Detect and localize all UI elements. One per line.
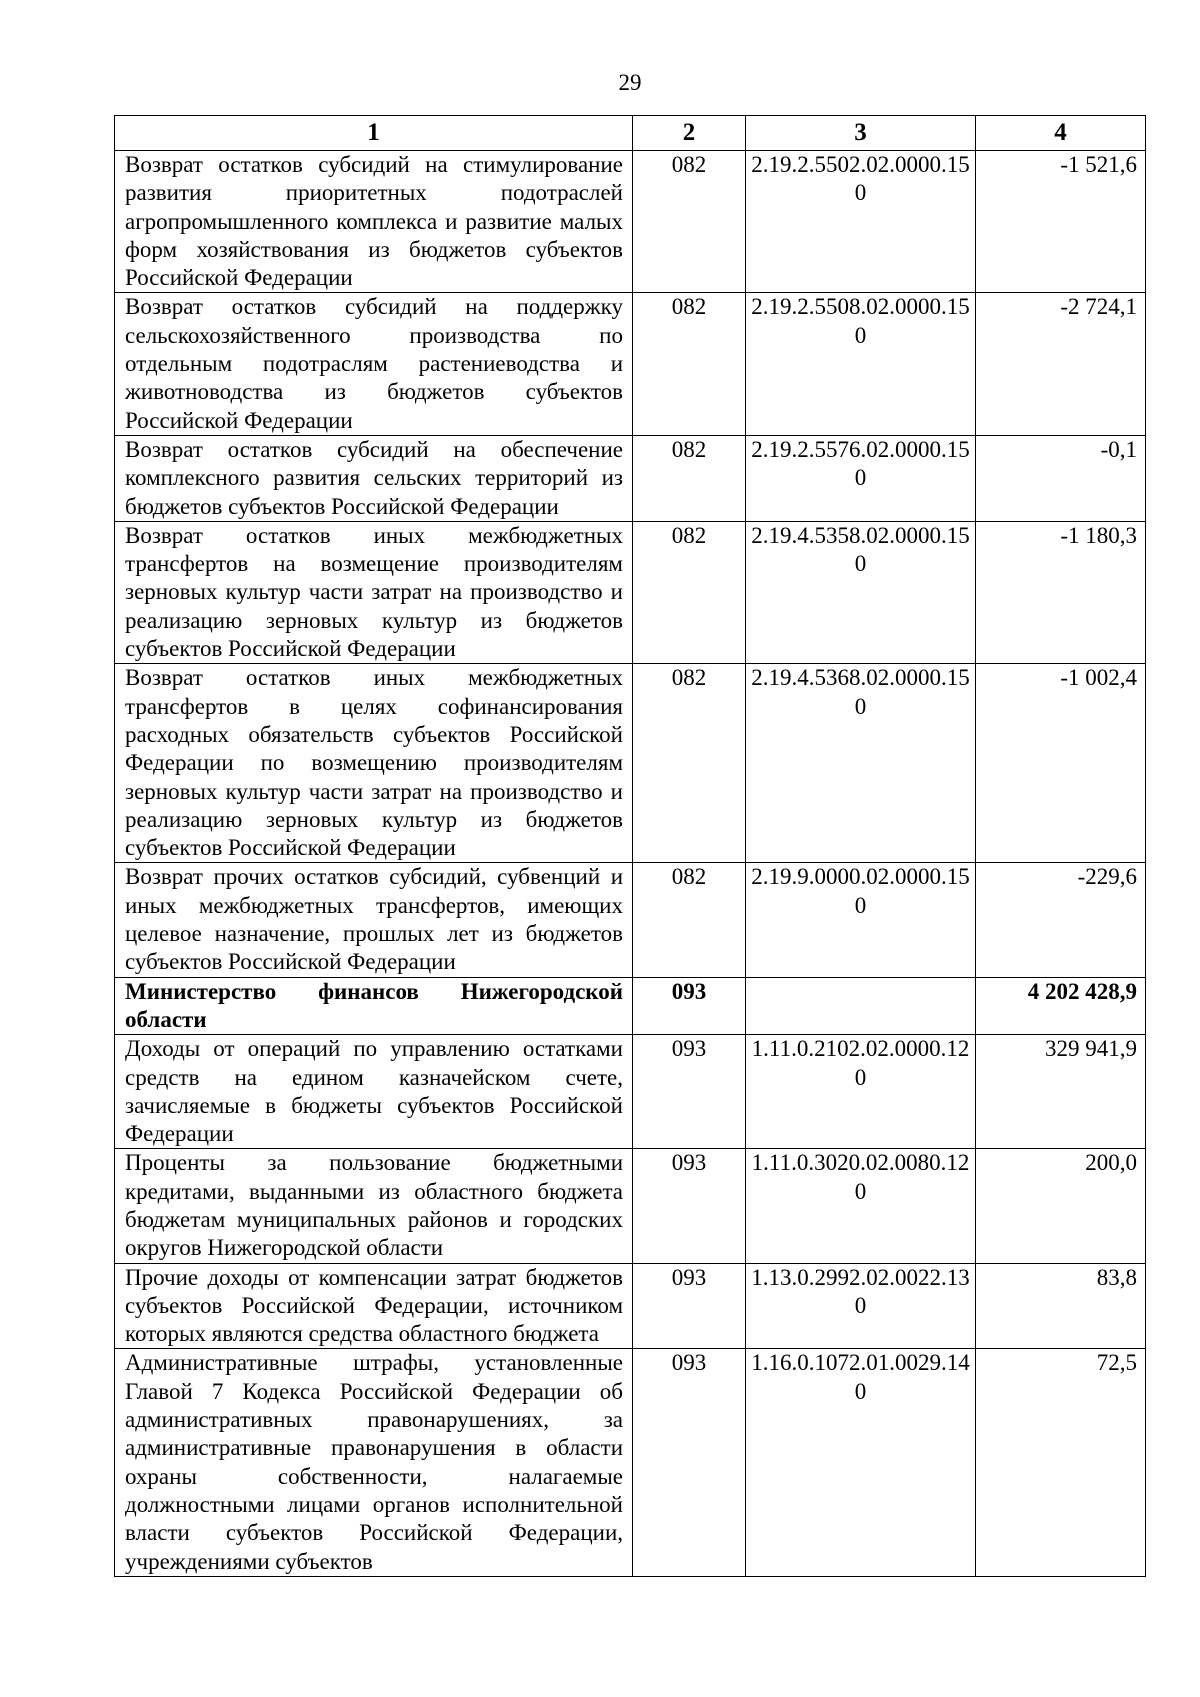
row-admin-code: 082	[633, 293, 746, 435]
table-row	[115, 863, 1146, 977]
column-header-2: 2	[633, 116, 746, 151]
column-header-1: 1	[115, 116, 633, 151]
row-admin-code: 082	[633, 435, 746, 521]
row-amount: 4 202 428,9	[976, 977, 1146, 1035]
row-name: Доходы от операций по управлению остатками средств на едином казначейском счете, зачисляемые в бюджеты субъектов Российской Федерации	[115, 1035, 633, 1149]
row-amount: -1 180,3	[976, 521, 1146, 663]
row-amount: -1 002,4	[976, 664, 1146, 863]
table-row	[115, 1263, 1146, 1349]
row-name: Проценты за пользование бюджетными кредитами, выданными из областного бюджета бюджетам муниципальных районов и городских округов Нижегородской области	[115, 1149, 633, 1263]
row-admin-code: 093	[633, 1263, 746, 1349]
row-kbk: 2.19.2.5502.02.0000.150	[746, 151, 976, 293]
page-number: 29	[618, 70, 642, 95]
table-row	[115, 293, 1146, 435]
row-admin-code: 093	[633, 1149, 746, 1263]
row-amount: -0,1	[976, 435, 1146, 521]
table-row	[115, 1149, 1146, 1263]
row-admin-code: 093	[633, 1349, 746, 1576]
budget-table	[114, 115, 1146, 1577]
table-row	[115, 521, 1146, 663]
row-kbk: 1.11.0.3020.02.0080.120	[746, 1149, 976, 1263]
column-header-3: 3	[746, 116, 976, 151]
row-admin-code: 093	[633, 1035, 746, 1149]
row-name: Министерство финансов Нижегородской области	[115, 977, 633, 1035]
table-row	[115, 1035, 1146, 1149]
row-name: Возврат остатков субсидий на обеспечение комплексного развития сельских территорий из бюджетов субъектов Российской Федерации	[115, 435, 633, 521]
row-kbk: 2.19.4.5368.02.0000.150	[746, 664, 976, 863]
row-admin-code: 082	[633, 521, 746, 663]
row-kbk: 2.19.4.5358.02.0000.150	[746, 521, 976, 663]
row-amount: -229,6	[976, 863, 1146, 977]
table-row	[115, 435, 1146, 521]
column-header-4: 4	[976, 116, 1146, 151]
row-kbk: 2.19.9.0000.02.0000.150	[746, 863, 976, 977]
table-header-row	[115, 116, 1146, 151]
row-kbk: 2.19.2.5576.02.0000.150	[746, 435, 976, 521]
row-amount: -2 724,1	[976, 293, 1146, 435]
table-row	[115, 664, 1146, 863]
row-name: Возврат остатков субсидий на поддержку сельскохозяйственного производства по отдельным подотраслям растениеводства и животноводства из бюджетов субъектов Российской Федерации	[115, 293, 633, 435]
row-kbk: 1.16.0.1072.01.0029.140	[746, 1349, 976, 1576]
row-amount: 200,0	[976, 1149, 1146, 1263]
row-admin-code: 082	[633, 863, 746, 977]
row-admin-code: 082	[633, 664, 746, 863]
row-name: Прочие доходы от компенсации затрат бюджетов субъектов Российской Федерации, источником которых являются средства областного бюджета	[115, 1263, 633, 1349]
row-name: Возврат остатков иных межбюджетных трансфертов в целях софинансирования расходных обязательств субъектов Российской Федерации по возмещению производителям зерновых культур части затрат на производство и реализацию зерновых культур из бюджетов субъектов Российской Федерации	[115, 664, 633, 863]
row-name: Административные штрафы, установленные Главой 7 Кодекса Российской Федерации об административных правонарушениях, за административные правонарушения в области охраны собственности, налагаемые должностными лицами органов исполнительной власти субъектов Российской Федерации, учреждениями субъектов	[115, 1349, 633, 1576]
table-row	[115, 151, 1146, 293]
row-amount: 72,5	[976, 1349, 1146, 1576]
row-amount: -1 521,6	[976, 151, 1146, 293]
row-amount: 329 941,9	[976, 1035, 1146, 1149]
row-name: Возврат остатков иных межбюджетных трансфертов на возмещение производителям зерновых культур части затрат на производство и реализацию зерновых культур из бюджетов субъектов Российской Федерации	[115, 521, 633, 663]
row-admin-code: 093	[633, 977, 746, 1035]
row-kbk: 2.19.2.5508.02.0000.150	[746, 293, 976, 435]
row-amount: 83,8	[976, 1263, 1146, 1349]
row-name: Возврат остатков субсидий на стимулирование развития приоритетных подотраслей агропромышленного комплекса и развитие малых форм хозяйствования из бюджетов субъектов Российской Федерации	[115, 151, 633, 293]
row-name: Возврат прочих остатков субсидий, субвенций и иных межбюджетных трансфертов, имеющих целевое назначение, прошлых лет из бюджетов субъектов Российской Федерации	[115, 863, 633, 977]
row-kbk	[746, 977, 976, 1035]
table-row-section-total	[115, 977, 1146, 1035]
row-kbk: 1.13.0.2992.02.0022.130	[746, 1263, 976, 1349]
row-admin-code: 082	[633, 151, 746, 293]
table-row	[115, 1349, 1146, 1576]
row-kbk: 1.11.0.2102.02.0000.120	[746, 1035, 976, 1149]
